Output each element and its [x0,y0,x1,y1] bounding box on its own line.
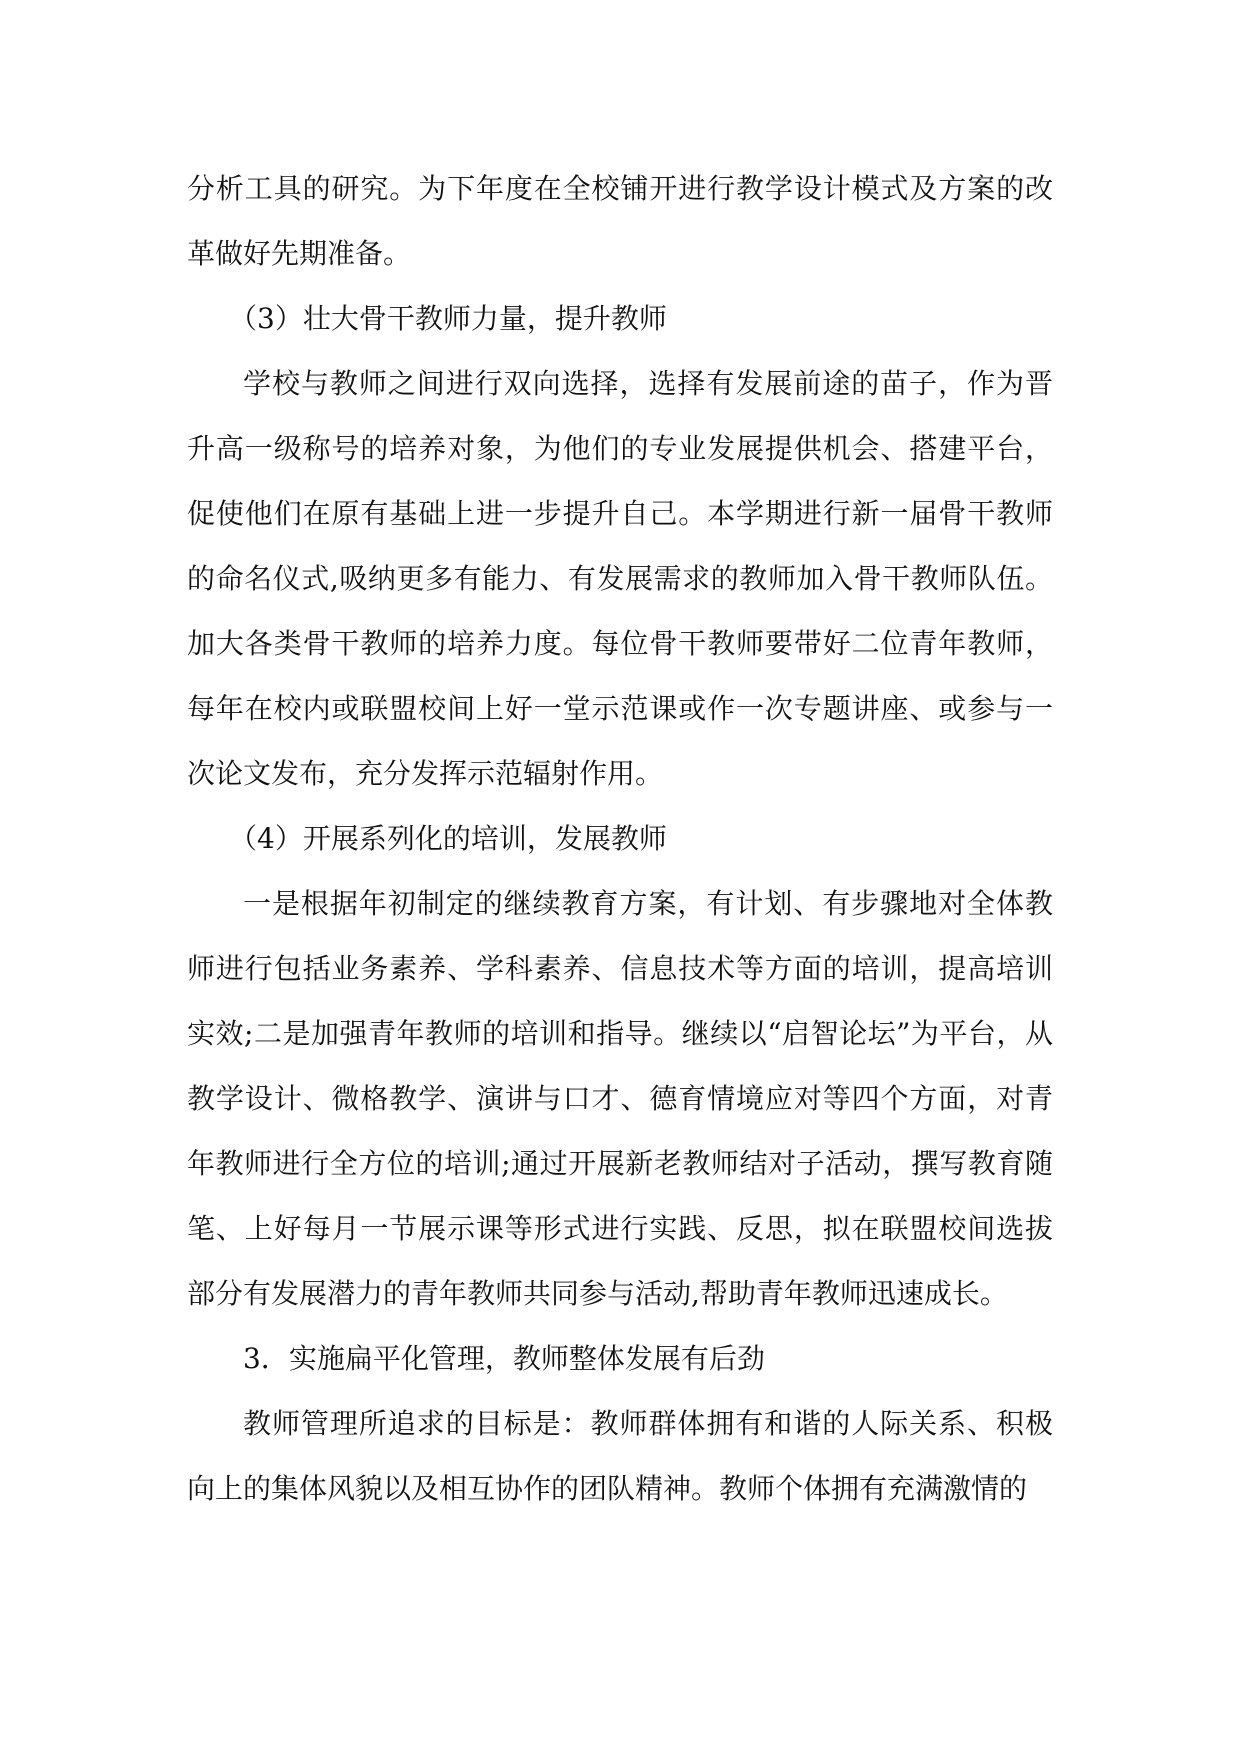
subheading-backbone-teachers: （3）壮大骨干教师力量，提升教师 [229,302,667,335]
paragraph-continued: 分析工具的研究。为下年度在全校铺开进行教学设计模式及方案的改革做好先期准备。 [187,172,1053,270]
subheading-training: （4）开展系列化的培训，发展教师 [229,822,667,855]
paragraph-training: 一是根据年初制定的继续教育方案，有计划、有步骤地对全体教师进行包括业务素养、学科素养、信息技术等方面的培训，提高培训实效;二是加强青年教师的培训和指导。继续以“启智论坛”为平台，从教学设计、微格教学、演讲与口才、德育情境应对等四个方面，对青年教师进行全方位的培训;通过开展新老教师结对子活动，撰写教育随笔、上好每月一节展示课等形式进行实践、反思，拟在联盟校间选拔部分有发展潜力的青年教师共同参与活动,帮助青年教师迅速成长。 [187,887,1053,1310]
paragraph-management-goals: 教师管理所追求的目标是：教师群体拥有和谐的人际关系、积极向上的集体风貌以及相互协作的团队精神。教师个体拥有充满激情的 [187,1407,1053,1505]
document-body [187,156,1053,1521]
subheading-flat-management: 3．实施扁平化管理，教师整体发展有后劲 [243,1342,765,1375]
paragraph-backbone-teachers: 学校与教师之间进行双向选择，选择有发展前途的苗子，作为晋升高一级称号的培养对象，为他们的专业发展提供机会、搭建平台，促使他们在原有基础上进一步提升自己。本学期进行新一届骨干教师的命名仪式,吸纳更多有能力、有发展需求的教师加入骨干教师队伍。加大各类骨干教师的培养力度。每位骨干教师要带好二位青年教师，每年在校内或联盟校间上好一堂示范课或作一次专题讲座、或参与一次论文发布，充分发挥示范辐射作用。 [187,367,1053,790]
